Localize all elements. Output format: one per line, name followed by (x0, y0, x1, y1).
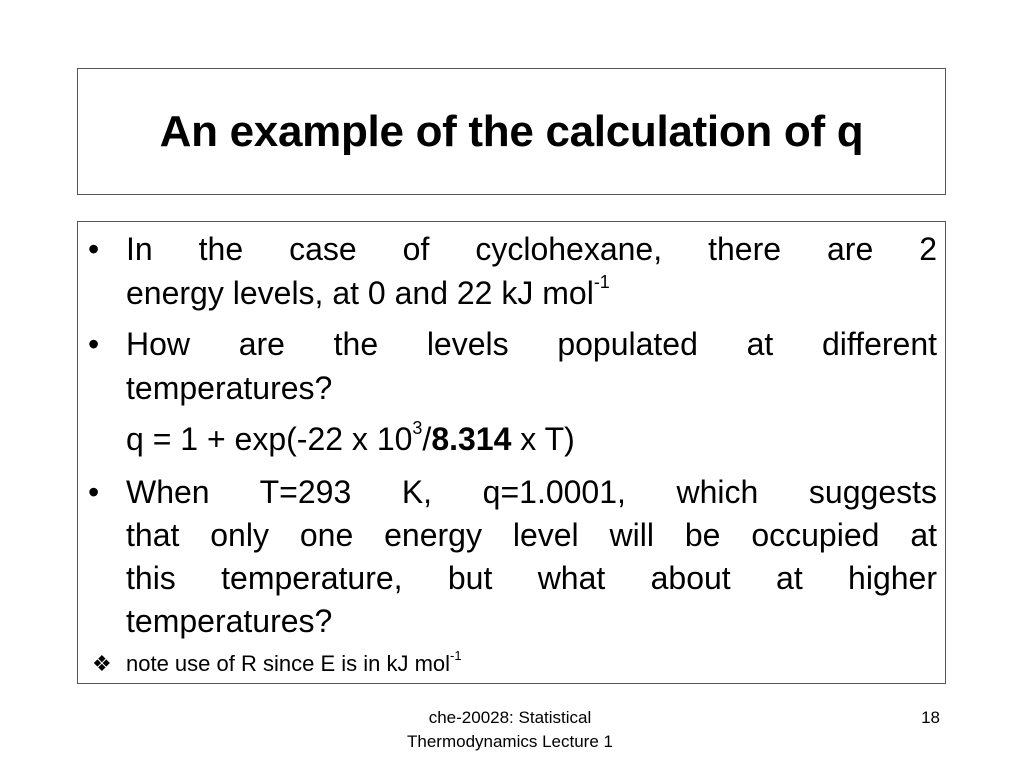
bullet-icon: • (88, 474, 100, 510)
slide-title: An example of the calculation of q (159, 106, 864, 156)
bullet-text-line: temperatures? (126, 603, 333, 639)
bullet-text-line: this temperature, but what about at higher (126, 560, 937, 596)
bullet-text-line: that only one energy level will be occupied at (126, 517, 937, 553)
equation-prefix: q = 1 + exp(-22 x 10 (126, 421, 413, 457)
equation-exponent: 3 (412, 418, 423, 439)
bullet-icon: • (88, 231, 100, 267)
bullet-text-line: In the case of cyclohexane, there are 2 (126, 231, 937, 267)
bullet-text-fragment: energy levels, at 0 and 22 kJ mol (126, 275, 594, 311)
equation-gas-constant: 8.314 (431, 421, 512, 457)
equation-suffix: x T) (511, 421, 575, 457)
page-number: 18 (921, 708, 940, 727)
equation-line (126, 418, 937, 461)
superscript: -1 (450, 647, 462, 663)
equation-slash: / (422, 421, 432, 457)
footer-course (360, 706, 660, 754)
note-text (126, 649, 462, 679)
bullet-text-line: When T=293 K, q=1.0001, which suggests (126, 474, 937, 510)
footer-course-line: che-20028: Statistical (428, 708, 592, 727)
content-box (77, 221, 946, 684)
bullet-text-line: temperatures? (126, 370, 333, 406)
bullet-icon: • (88, 326, 100, 362)
diamond-bullet-icon: ❖ (92, 651, 112, 676)
footer-course-line: Thermodynamics Lecture 1 (407, 732, 613, 751)
bullet-text-line: How are the levels populated at different (126, 326, 937, 362)
note-text-fragment: note use of R since E is in kJ mol (126, 651, 451, 676)
title-box (77, 68, 946, 195)
superscript: -1 (593, 272, 610, 293)
bullet-text-line (126, 272, 937, 315)
